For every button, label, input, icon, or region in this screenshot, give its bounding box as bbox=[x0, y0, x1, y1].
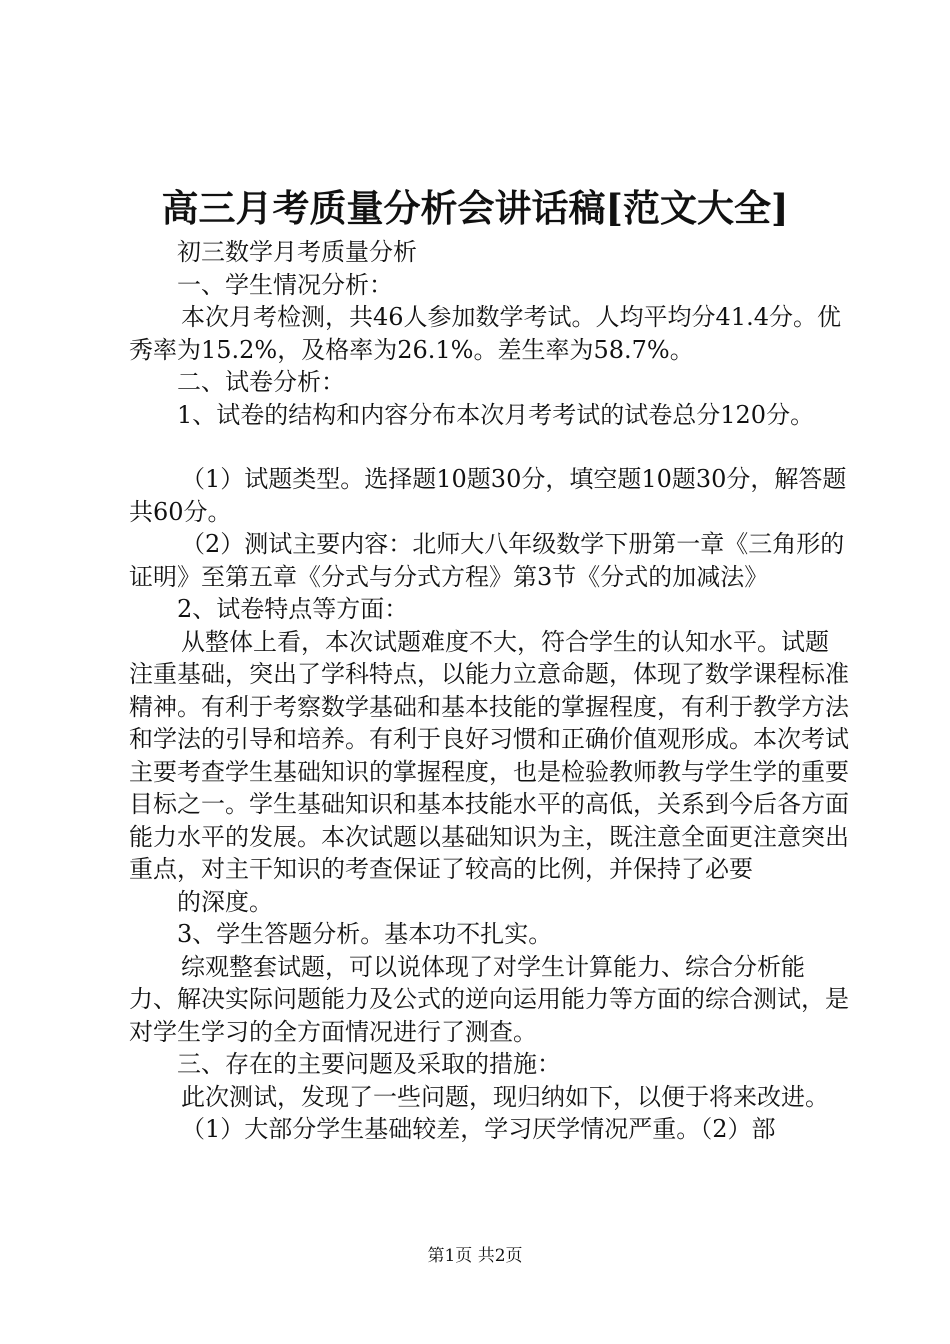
paragraph-paper-structure: 1、试卷的结构和内容分布本次月考考试的试卷总分120分。 bbox=[177, 400, 815, 429]
paragraph-heading-3: 三、存在的主要问题及采取的措施： bbox=[177, 1050, 561, 1078]
paragraph-problems-intro: 此次测试，发现了一些问题，现归纳如下，以便于将来改进。 bbox=[181, 1082, 829, 1111]
paragraph-problem-list: （1）大部分学生基础较差，学习厌学情况严重。（2）部 bbox=[181, 1115, 776, 1143]
page-number-footer: 第1页 共2页 bbox=[427, 1246, 523, 1266]
paragraph-test-content: （2）测试主要内容：北师大八年级数学下册第一章《三角形的证明》至第五章《分式与分式方程》第3节《分式的加减法》 bbox=[129, 530, 845, 591]
paragraph-spacer bbox=[129, 431, 849, 463]
paragraph-depth: 的深度。 bbox=[177, 887, 273, 916]
document-body bbox=[129, 236, 849, 1146]
paragraph-heading-1: 一、学生情况分析： bbox=[177, 270, 393, 299]
paragraph-comprehensive: 综观整套试题，可以说体现了对学生计算能力、综合分析能力、解决实际问题能力及公式的逆向运用能力等方面的综合测试，是对学生学习的全方面情况进行了测查。 bbox=[129, 952, 849, 1046]
paragraph-student-stats: 本次月考检测，共46人参加数学考试。人均平均分41.4分。优秀率为15.2%，及格率为26.1%。差生率为58.7%。 bbox=[129, 303, 841, 364]
document-title: 高三月考质量分析会讲话稿[范文大全] bbox=[161, 186, 789, 230]
paragraph-question-types: （1）试题类型。选择题10题30分，填空题10题30分，解答题共60分。 bbox=[129, 465, 847, 526]
paragraph-heading-2: 二、试卷分析： bbox=[177, 368, 345, 396]
paragraph-heading-answers: 3、学生答题分析。基本功不扎实。 bbox=[177, 920, 553, 948]
paragraph-subtitle: 初三数学月考质量分析 bbox=[177, 238, 417, 266]
paragraph-heading-features: 2、试卷特点等方面： bbox=[177, 595, 409, 623]
paragraph-overall-view: 从整体上看，本次试题难度不大，符合学生的认知水平。试题注重基础，突出了学科特点，以能力立意命题，体现了数学课程标准精神。有利于考察数学基础和基本技能的掌握程度，有利于教学方法和学法的引导和培养。有利于良好习惯和正确价值观形成。本次考试主要考查学生基础知识的掌握程度，也是检验教师教与学生学的重要目标之一。学生基础知识和基本技能水平的高低，关系到今后各方面能力水平的发展。本次试题以基础知识为主，既注意全面更注意突出重点，对主干知识的考查保证了较高的比例，并保持了必要 bbox=[129, 627, 849, 883]
